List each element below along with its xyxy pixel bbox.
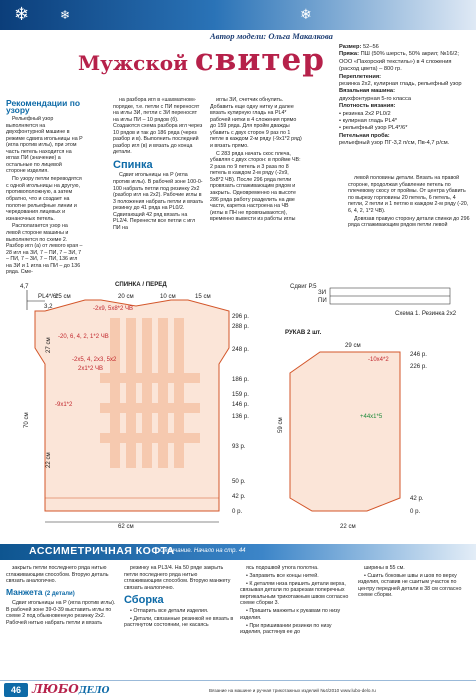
scheme-repeat-label: Сдвиг Р.5 bbox=[290, 283, 317, 290]
paragraph: Сдвиг игольницы на Р (игла против иглы). В рабочей зоне 39-0-39 выставить иглы по схеме 2 под обыкновенную резинку 2х2. Рабочей нитью набрать петли и вязать bbox=[6, 600, 116, 626]
title-big: свитер bbox=[194, 42, 325, 78]
sleeve-width: 29 см bbox=[345, 342, 361, 349]
text-column-4 bbox=[348, 175, 470, 230]
scheme-grid bbox=[330, 288, 450, 304]
row-label: 186 р. bbox=[232, 376, 249, 383]
footer-note: Вязание на машине и ручная трикотажных изделий №4/2010 www.lubo-delo.ru bbox=[209, 688, 376, 693]
scheme-label: Схема 1. Резинка 2х2 bbox=[395, 310, 457, 317]
list-item: • Сшить боковые швы и шов по верху изделия, оставив не сшитым участок по центру передней детали в 38 см согласно схеме сборки. bbox=[358, 572, 462, 599]
row-label: 50 р. bbox=[232, 478, 246, 485]
list-item: ясь подошвой утюга полотна. bbox=[246, 565, 319, 571]
weave-value: резинка 2х2, кулирная гладь, рельефный узор bbox=[339, 81, 462, 88]
list-item: ширины в 55 см. bbox=[364, 565, 405, 571]
snowflake-icon: ❄ bbox=[300, 6, 312, 22]
row-label: 246 р. bbox=[410, 351, 427, 358]
height-label: 70 см bbox=[23, 412, 30, 428]
list-item: • Детали, связанные резинкой не вязать в растянутом состоянии, не касаясь bbox=[124, 615, 234, 629]
logo-sub: ДЕЛО bbox=[78, 686, 110, 696]
bottom-column-4 bbox=[358, 565, 470, 600]
row-label: 42 р. bbox=[232, 493, 246, 500]
density-item: • кулирная гладь PL4* bbox=[339, 118, 398, 125]
front-title: СПИНКА / ПЕРЕД bbox=[115, 281, 167, 288]
bottom-column-2 bbox=[124, 565, 234, 630]
size-value: 52–56 bbox=[362, 44, 379, 50]
list-item: • К деталям низа пришить детали верха, связывая детали по разрезам поперечных вертикальным трикотажным швом согласно схеме сборки 3. bbox=[240, 580, 349, 607]
sleeve-title: РУКАВ 2 шт. bbox=[285, 329, 322, 336]
loop-value: рельефный узор ПГ-3,2 п/см, Пв-4,7 р/см. bbox=[339, 140, 450, 147]
paragraph: закрыть петли последнего ряда нитью сглаживающим способом. Вторую деталь связать аналогично. bbox=[6, 565, 109, 585]
dim-label: 2х1*2 ЧВ bbox=[78, 366, 104, 372]
sleeve-height: 59 см bbox=[277, 417, 284, 433]
dim-label: -9х1*2 bbox=[55, 402, 73, 408]
row-label: 0 р. bbox=[410, 508, 421, 515]
section-subtitle: Окончание. Начало на стр. 44 bbox=[160, 548, 246, 554]
section-title: АССИМЕТРИЧНАЯ КОФТА bbox=[29, 545, 175, 557]
paragraph: Довязав правую сторону детали спинки до 296 ряда сглаживающим рядом петли левой bbox=[348, 215, 470, 229]
paragraph: левой половины детали. Вязать на правой стороне, продолжая убавление петель по плечевому скосу от проймы. От центра убавить по вырезу горловины 20 петель, 6 петель, 4 петли, 2 петли и 1 петлю в каждом 2-м ряду (-20, 6, 4, 2, 1*2 ЧВ). bbox=[348, 175, 469, 214]
bottom-column-3 bbox=[240, 565, 352, 637]
density-label: Плотность вязания: bbox=[339, 103, 396, 110]
height-label: 27 см bbox=[45, 337, 52, 353]
axis-top-label: 3,2 bbox=[44, 303, 53, 310]
front-row-labels bbox=[232, 313, 249, 515]
paragraph: иглы ЗИ, счетчик обнулить. Добавить еще одну нитку и далее вязать кулирную гладь на PL4* рабочей нитки в 4 сложения прямо до 159 ряда. Для пройм дважды убавить с двух сторон 9 раз по 1 петле в каждом 2-м ряду (-9х1*2 ряд) и вязать прямо. bbox=[210, 97, 302, 149]
sleeve-width: 22 см bbox=[340, 523, 356, 530]
section-heading: Рекомендации по узору bbox=[6, 98, 81, 115]
row-label: 136 р. bbox=[232, 413, 249, 420]
paragraph: на разбора игл в «шахматном» порядке, т.е. петли с ПИ переносят на иглы ЗИ, петли с ЗИ переносят на иглы ПИ – 10 рядов (б). Создаются схема разбора игл через 10 рядов и так до 186 ряда (через разбор и в). Выполнить последний разбор игл (в) и вязать до конца детали. bbox=[113, 97, 203, 156]
heading-main: Манжета bbox=[6, 586, 43, 597]
list-item: • Заправить все концы нитей. bbox=[246, 572, 319, 579]
dim-label: -2х5, 4, 2х3, 5х2 bbox=[72, 357, 117, 363]
size-label: Размер: bbox=[339, 44, 362, 50]
section-heading: Сборка bbox=[124, 594, 164, 607]
title-small: Мужской bbox=[78, 51, 188, 75]
paragraph: По узору петли переводятся с одной игольницы на другую, противоположную, а затем обратно, что и создает на полотне рельефные линии и чередования лицевых и изнаночных петель. bbox=[6, 176, 82, 222]
row-label: 93 р. bbox=[232, 443, 246, 450]
row-label: 159 р. bbox=[232, 391, 249, 398]
width-label: 15 см bbox=[195, 293, 211, 300]
list-item: • Отпарить все детали изделия. bbox=[130, 607, 209, 614]
row-label: 288 р. bbox=[232, 323, 249, 330]
heading-sub: (2 детали) bbox=[44, 590, 75, 597]
paragraph: С 283 ряда начать скос плеча, убавляя с двух сторон: в пройме ЧВ: 2 раза по 9 петель и 3 раза по 8 петель в каждом 2-м ряду (-2х9, 5х8*2 ЧВ). После 296 ряда петли провязать сглаживающим рядом и закрыть. Одновременно на высоте 286 ряда работу разделить на две части, каретка настроена на ЧВ (иглы в ПН не провязываются), временно вывести из работы иглы bbox=[210, 150, 301, 223]
yarn-value: ПШ (50% шерсть, 50% акрил; №16/2; ООО «Пахорский текстиль») в 4 сложения (расход цвета) – 800 гр. bbox=[339, 51, 459, 73]
row-label: 248 р. bbox=[232, 346, 249, 353]
page-number: 46 bbox=[4, 683, 28, 697]
loop-label: Петельная проба: bbox=[339, 132, 390, 139]
snowflake-icon: ❄ bbox=[60, 8, 71, 22]
density-item: • резинка 2х2 PL0/2 bbox=[339, 110, 391, 117]
snowflake-icon: ❄ bbox=[14, 4, 30, 24]
width-label: 62 см bbox=[118, 523, 134, 530]
row-label: 146 р. bbox=[232, 401, 249, 408]
machine-label: Вязальная машина: bbox=[339, 88, 395, 95]
scheme-legend-pi: ПИ bbox=[318, 297, 327, 304]
weave-label: Переплетения: bbox=[339, 73, 382, 80]
text-column-1 bbox=[6, 97, 83, 277]
page-title bbox=[78, 42, 325, 78]
width-label: 20 см bbox=[118, 293, 134, 300]
list-item: • Пришить манжеты к рукавам по низу изделия. bbox=[240, 608, 341, 621]
list-item: • При пришивании резинки по низу изделия, растянув ее до bbox=[240, 622, 332, 636]
bottom-column-1 bbox=[6, 565, 118, 628]
paragraph: Сдвиг игольницы на Р (игла против иглы). В рабочей зоне 100-0-100 набрать петли под резинку 2х2 (разбор игл на 2х2). Рабочие иглы в 3 положения набрать петли и вязать резинку до 41 ряда на PL0/2. Сдвигающий 42 ряд вязать на PL2/4. Перенести все петли с игл ПИ на bbox=[113, 172, 204, 231]
section-heading: Спинка bbox=[113, 158, 153, 171]
dim-label: -2х9, 5х8*2 ЧВ bbox=[93, 306, 134, 312]
row-label: 296 р. bbox=[232, 313, 249, 320]
specs-box bbox=[339, 44, 471, 148]
dim-label: -20, 6, 4, 2, 1*2 ЧВ bbox=[58, 334, 109, 340]
axis-top-label: 4,7 bbox=[20, 283, 29, 290]
width-label: 10 см bbox=[160, 293, 176, 300]
text-column-3 bbox=[210, 97, 303, 224]
logo-main: ЛЮБО bbox=[32, 682, 79, 696]
paragraph: резинку на PL3/4. На 50 ряде закрыть петли последнего ряда нитью сглаживающим способом. Вторую манжету связать аналогично. bbox=[124, 565, 231, 591]
height-label: 22 см bbox=[45, 452, 52, 468]
row-label: 42 р. bbox=[410, 495, 424, 502]
row-label: 226 р. bbox=[410, 363, 427, 370]
magazine-logo bbox=[32, 682, 109, 696]
paragraph: Рельефный узор выполняется на двухфонтурной машине в режиме сдвига игольницы на Р (игла против иглы), при этом часть петель находится на иглах ПИ (значение) а остальные по лицевой стороне изделия. bbox=[6, 116, 83, 175]
sleeve-dim-green: +44х1*5 bbox=[360, 414, 383, 420]
header-banner bbox=[0, 0, 476, 30]
paragraph: Располагается узор на левой стороне машины и выполняется по схеме 2. Разбор игл (а) от левого края – 28 игл на ЗИ, 7 – ПИ, 7 – ЗИ, 7 – ПИ, 7 – ЗИ, 7 – ПИ, 136 игл на ЗИ и 1 игла на ПИ – до 136 ряда. Сме- bbox=[6, 223, 83, 276]
sleeve-piece bbox=[290, 352, 400, 511]
machine-value: двухфонтурная 5-го класса bbox=[339, 95, 412, 102]
author-line: Автор модели: Ольга Макалкова bbox=[210, 31, 333, 41]
sleeve-dim-red: -10х4*2 bbox=[368, 357, 389, 363]
pl-label: PL4*/6* bbox=[38, 293, 59, 300]
density-item: • рельефный узор PL4*/6* bbox=[339, 125, 408, 132]
row-label: 0 р. bbox=[232, 508, 243, 515]
text-column-2 bbox=[113, 97, 204, 233]
width-label: 15 см bbox=[55, 293, 71, 300]
pattern-diagram bbox=[0, 278, 476, 543]
section-heading bbox=[6, 586, 118, 598]
scheme-legend-zi: ЗИ bbox=[318, 289, 327, 296]
yarn-label: Пряжа: bbox=[339, 51, 359, 58]
